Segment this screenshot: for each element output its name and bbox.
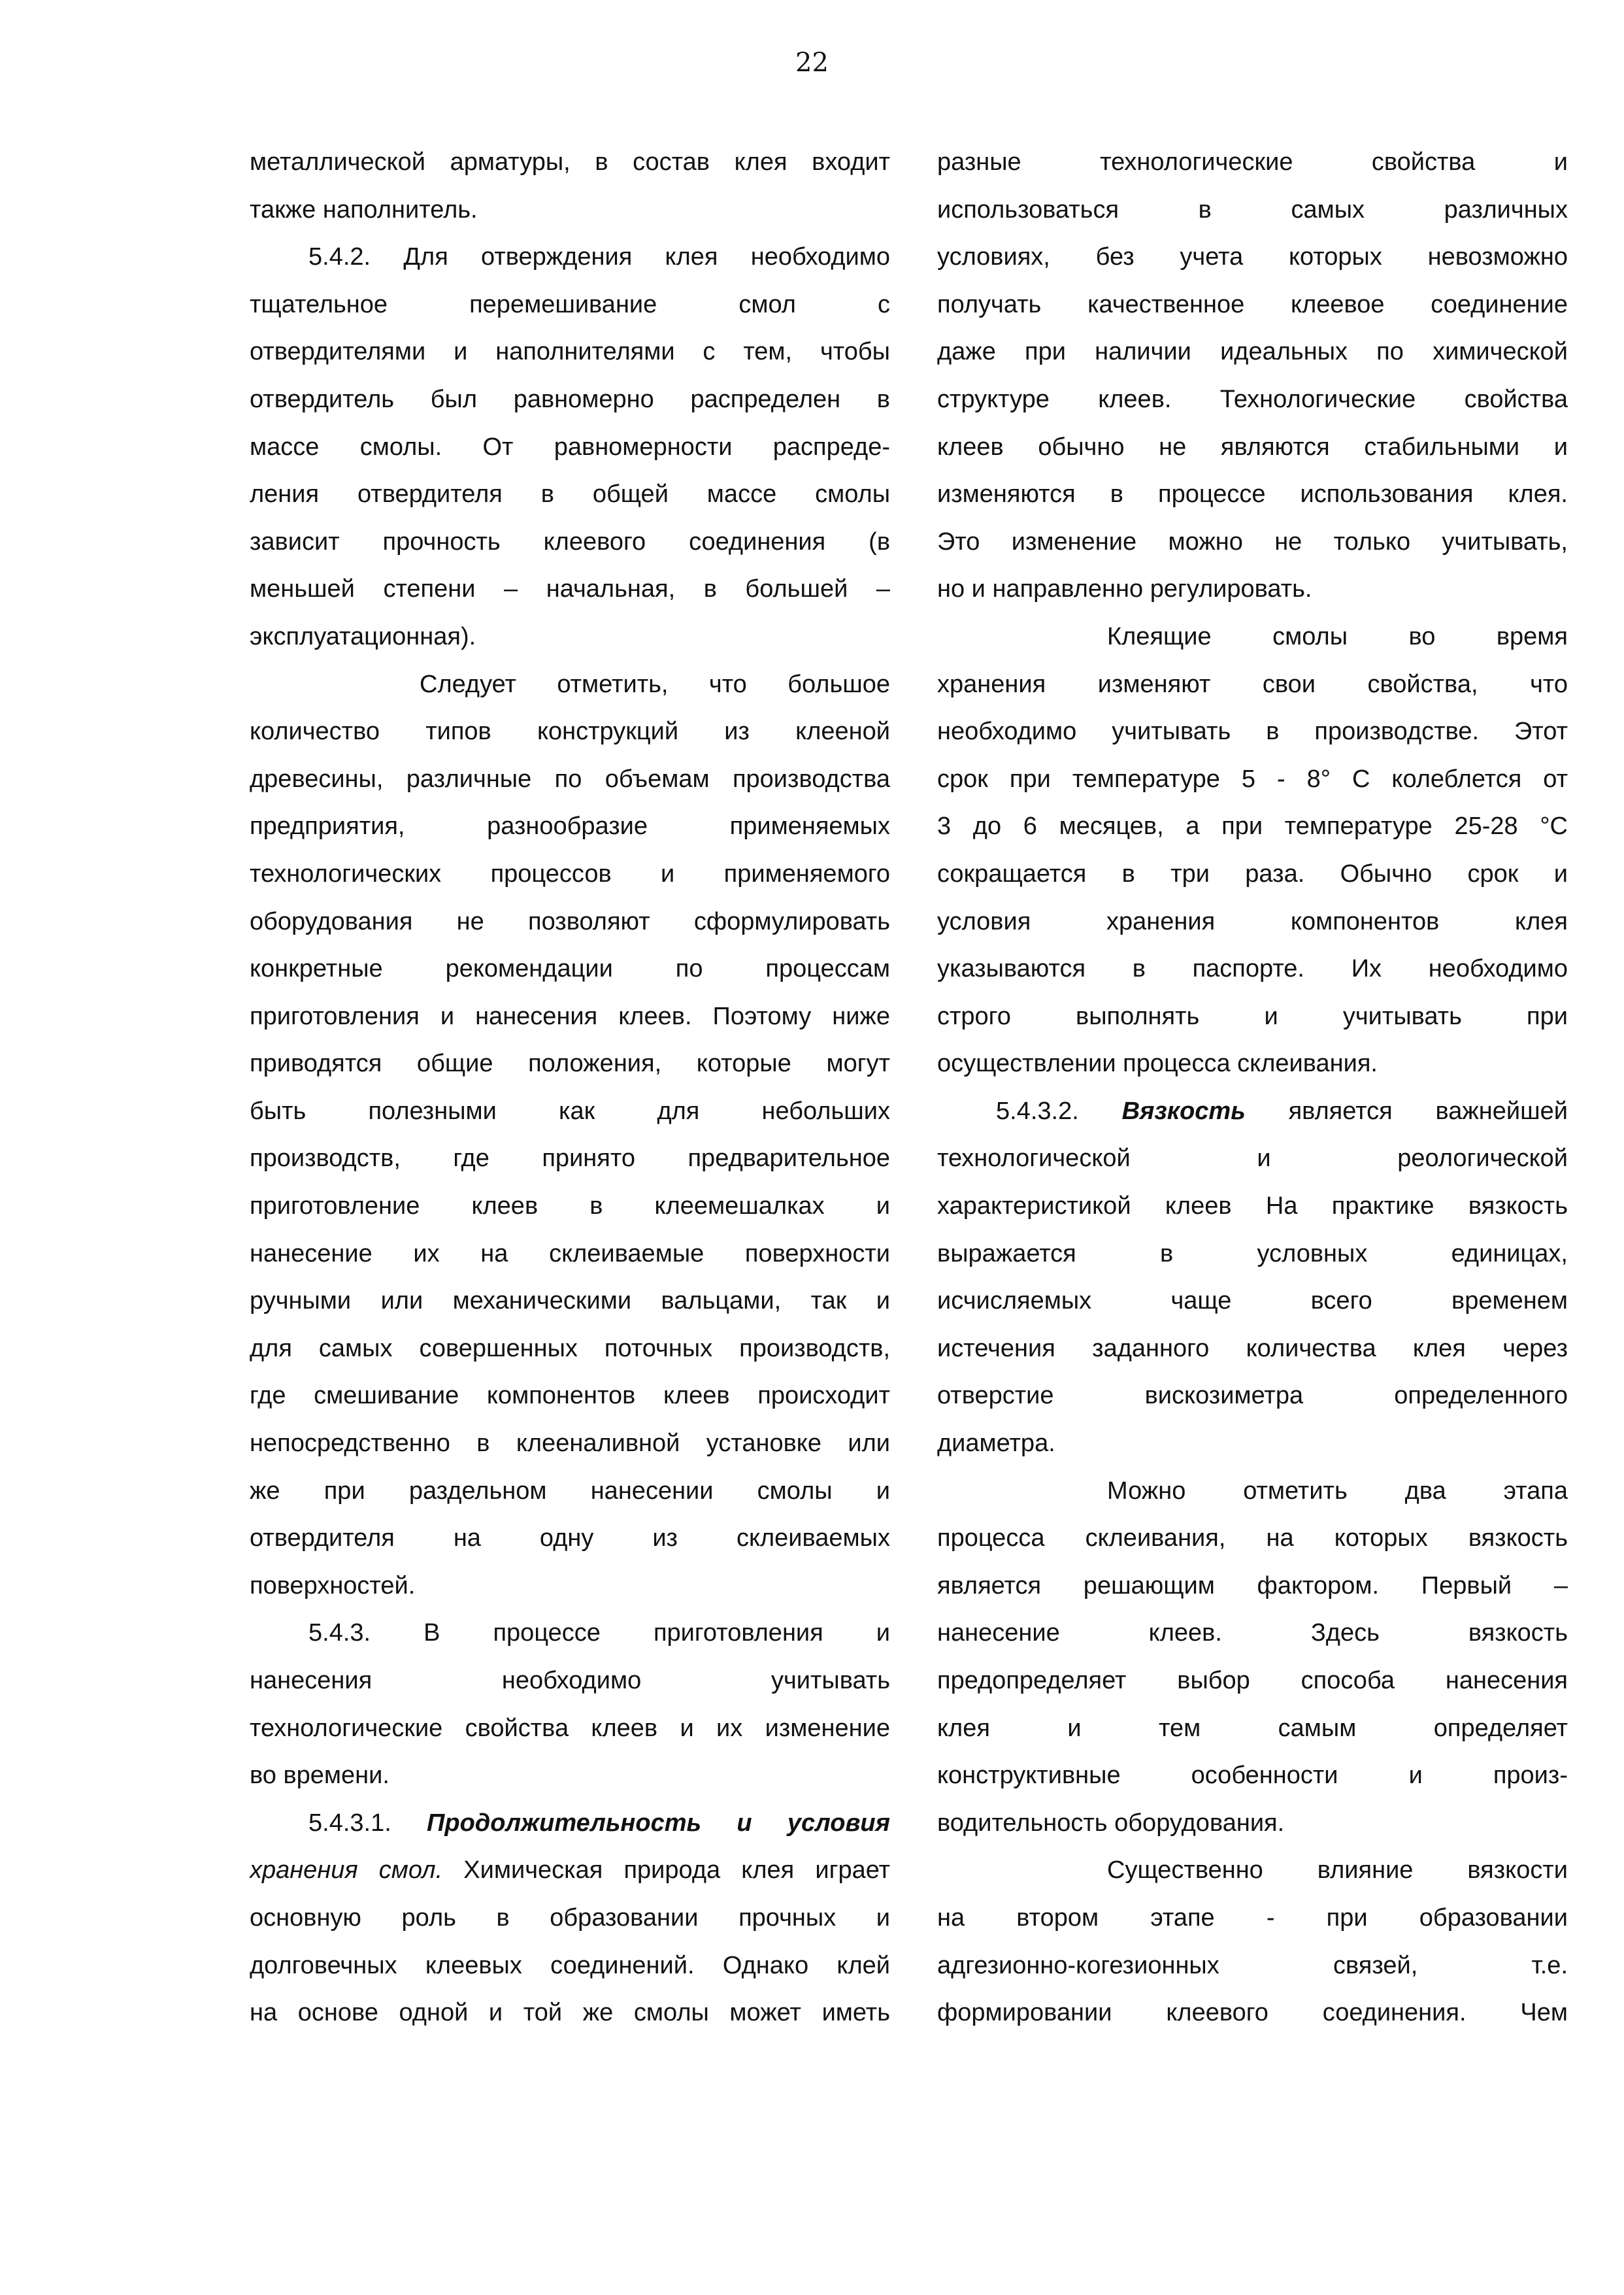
text-line: нанесение их на склеиваемые поверхности <box>250 1239 890 1267</box>
text-line: выражается в условных единицах, <box>937 1239 1568 1267</box>
text-line: основную роль в образовании прочных и <box>250 1903 890 1932</box>
text-line: строго выполнять и учитывать при <box>937 1002 1568 1030</box>
text-line: древесины, различные по объемам производства <box>250 765 890 793</box>
text-line: технологической и реологической <box>937 1145 1568 1173</box>
text-line: водительность оборудования. <box>937 1809 1285 1837</box>
text-line: хранения изменяют свои свойства, что <box>937 670 1568 698</box>
text-line: отвердитель был равномерно распределен в <box>250 385 890 413</box>
text-line: клеев обычно не являются стабильными и <box>937 433 1568 461</box>
section-number: 5.4.3.2. <box>996 1097 1122 1125</box>
section-heading-5432 <box>937 1088 1568 1135</box>
text-line: осуществлении процесса склеивания. <box>937 1050 1378 1078</box>
section-title: Продолжительность и условия <box>427 1809 890 1837</box>
text-line: ручными или механическими вальцами, так и <box>250 1287 890 1315</box>
text-line: технологических процессов и применяемого <box>250 860 890 888</box>
text-line: же при раздельном нанесении смолы и <box>250 1477 890 1505</box>
text-line: быть полезными как для небольших <box>250 1097 890 1125</box>
text-line: металлической арматуры, в состав клея входит <box>250 148 890 176</box>
text-line: конкретные рекомендации по процессам <box>250 955 890 983</box>
text-line <box>250 1847 890 1894</box>
text-line: 5.4.3. В процессе приготовления и <box>308 1619 890 1647</box>
text-line: адгезионно-когезионных связей, т.е. <box>937 1951 1568 1979</box>
text-line: во времени. <box>250 1762 389 1790</box>
text-line: на основе одной и той же смолы может иметь <box>250 1999 890 2027</box>
text-line: долговечных клеевых соединений. Однако клей <box>250 1951 890 1979</box>
text-line: предприятия, разнообразие применяемых <box>250 812 890 841</box>
section-title-continued: хранения смол. <box>250 1856 443 1885</box>
text-line: Можно отметить два этапа <box>1107 1477 1568 1505</box>
text-line: разные технологические свойства и <box>937 148 1568 176</box>
text-line: тщательное перемешивание смол с <box>250 290 890 318</box>
text-line: даже при наличии идеальных по химической <box>937 338 1568 366</box>
text-line: срок при температуре 5 - 8° С колеблется от <box>937 765 1568 793</box>
text-fragment: Химическая природа клея играет <box>442 1856 890 1885</box>
text-line: приготовления и нанесения клеев. Поэтому ниже <box>250 1002 890 1030</box>
text-line: диаметра. <box>937 1430 1055 1458</box>
section-title: Вязкость <box>1121 1097 1246 1125</box>
text-line: также наполнитель. <box>250 195 478 224</box>
text-line: формировании клеевого соединения. Чем <box>937 1999 1568 2027</box>
text-line: технологические свойства клеев и их изменение <box>250 1714 890 1742</box>
text-line: необходимо учитывать в производстве. Этот <box>937 718 1568 746</box>
text-line: Клеящие смолы во время <box>1107 622 1568 650</box>
text-line: количество типов конструкций из клееной <box>250 718 890 746</box>
text-line: 3 до 6 месяцев, а при температуре 25-28 °С <box>937 812 1568 841</box>
text-line: для самых совершенных поточных производств, <box>250 1334 890 1362</box>
text-line: Это изменение можно не только учитывать, <box>937 528 1568 556</box>
text-line: нанесение клеев. Здесь вязкость <box>937 1619 1568 1647</box>
text-line: отверстие вискозиметра определенного <box>937 1382 1568 1410</box>
text-line: поверхностей. <box>250 1571 416 1600</box>
text-line: эксплуатационная). <box>250 622 476 650</box>
text-line: приводятся общие положения, которые могут <box>250 1050 890 1078</box>
text-line: ления отвердителя в общей массе смолы <box>250 480 890 509</box>
page-number: 22 <box>795 48 829 78</box>
text-line: меньшей степени – начальная, в большей – <box>250 575 890 603</box>
text-line: использоваться в самых различных <box>937 195 1568 224</box>
text-line: отвердителями и наполнителями с тем, чтобы <box>250 338 890 366</box>
text-line: производств, где принято предварительное <box>250 1145 890 1173</box>
text-line: структуре клеев. Технологические свойства <box>937 385 1568 413</box>
text-line: зависит прочность клеевого соединения (в <box>250 528 890 556</box>
text-line: исчисляемых чаще всего временем <box>937 1287 1568 1315</box>
text-line: указываются в паспорте. Их необходимо <box>937 955 1568 983</box>
text-line: истечения заданного количества клея через <box>937 1334 1568 1362</box>
text-line: 5.4.2. Для отверждения клея необходимо <box>308 243 890 271</box>
text-line: Существенно влияние вязкости <box>1107 1856 1568 1885</box>
text-line: непосредственно в клееналивной установке или <box>250 1430 890 1458</box>
text-line: характеристикой клеев На практике вязкость <box>937 1192 1568 1220</box>
section-heading-5431 <box>250 1800 890 1847</box>
text-line: получать качественное клеевое соединение <box>937 290 1568 318</box>
text-line: приготовление клеев в клеемешалках и <box>250 1192 890 1220</box>
text-line: изменяются в процессе использования клея. <box>937 480 1568 509</box>
text-line: массе смолы. От равномерности распреде- <box>250 433 890 461</box>
text-line: условия хранения компонентов клея <box>937 907 1568 935</box>
text-line: на втором этапе - при образовании <box>937 1903 1568 1932</box>
right-column <box>937 139 1568 2037</box>
text-line: сокращается в три раза. Обычно срок и <box>937 860 1568 888</box>
text-line: процесса склеивания, на которых вязкость <box>937 1524 1568 1552</box>
text-line: где смешивание компонентов клеев происходит <box>250 1382 890 1410</box>
section-number: 5.4.3.1. <box>308 1809 427 1837</box>
text-line: является решающим фактором. Первый – <box>937 1571 1568 1600</box>
left-column <box>250 139 890 2037</box>
text-line: условиях, без учета которых невозможно <box>937 243 1568 271</box>
text-line: отвердителя на одну из склеиваемых <box>250 1524 890 1552</box>
text-line: Следует отметить, что большое <box>420 670 890 698</box>
text-line: но и направленно регулировать. <box>937 575 1312 603</box>
text-line: конструктивные особенности и произ- <box>937 1762 1568 1790</box>
text-fragment: является важнейшей <box>1245 1097 1568 1125</box>
text-line: предопределяет выбор способа нанесения <box>937 1667 1568 1694</box>
text-line: нанесения необходимо учитывать <box>250 1667 890 1694</box>
text-line: оборудования не позволяют сформулировать <box>250 907 890 935</box>
text-line: клея и тем самым определяет <box>937 1714 1568 1742</box>
